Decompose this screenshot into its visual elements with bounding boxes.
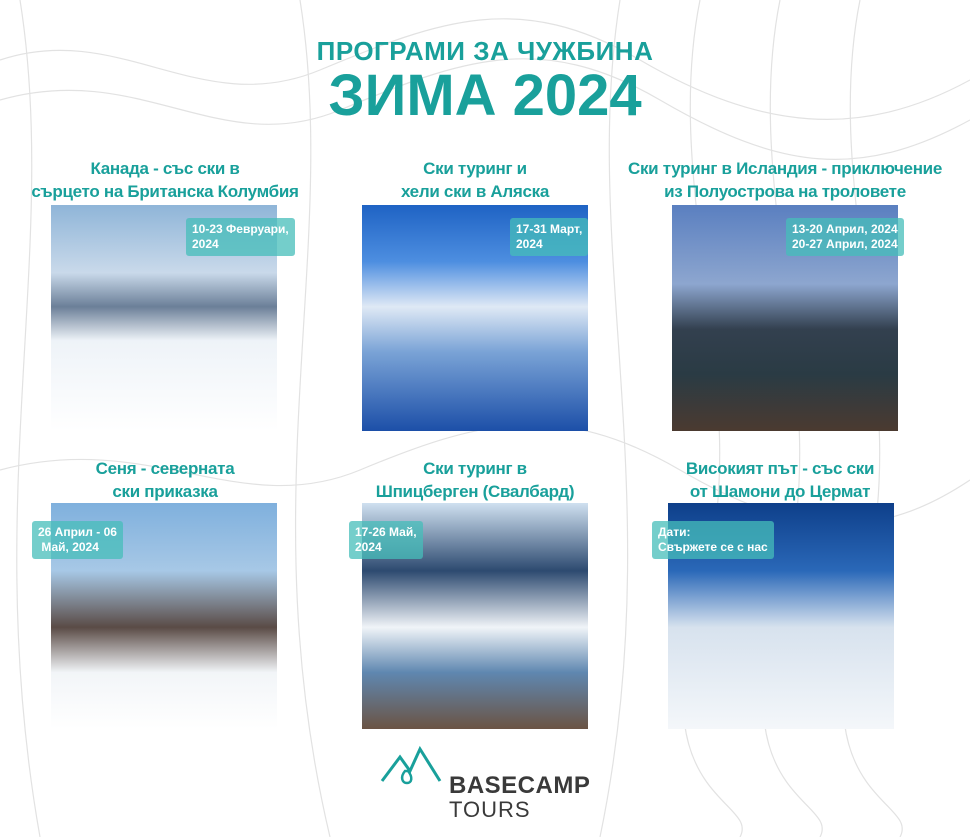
date-badge: 10-23 Февруари, 2024 [186, 218, 295, 256]
brand-name: BASECAMP [449, 772, 591, 799]
program-title-line2: сърцето на Британска Колумбия [31, 182, 299, 201]
date-badge: 17-31 Март, 2024 [510, 218, 588, 256]
date-badge: 26 Април - 06 Май, 2024 [32, 521, 123, 559]
brand-sub: TOURS [449, 797, 531, 822]
date-badge: Дати: Свържете се с нас [652, 521, 774, 559]
program-title[interactable] [595, 157, 970, 203]
program-title-line1: Канада - със ски в [90, 159, 240, 178]
program-title-line1: Ски туринг в Исландия - приключение [628, 159, 942, 178]
program-title-line2: ски приказка [112, 482, 218, 501]
program-title-line1: Ски туринг и [423, 159, 527, 178]
program-title-line2: от Шамони до Цермат [689, 482, 871, 501]
program-title-line2: Шпицберген (Свалбард) [375, 482, 575, 501]
program-title-line2: из Полуострова на троловете [664, 182, 906, 201]
program-title-line1: Сеня - северната [95, 459, 235, 478]
program-title[interactable] [590, 457, 970, 503]
date-badge: 13-20 Април, 2024 20-27 Април, 2024 [786, 218, 904, 256]
page-subtitle: ПРОГРАМИ ЗА ЧУЖБИНА [316, 36, 654, 66]
program-title-line1: Високият път - със ски [685, 459, 875, 478]
date-badge: 17-26 Май, 2024 [349, 521, 423, 559]
page-title: ЗИМА 2024 [328, 63, 642, 128]
program-title-line2: хели ски в Аляска [400, 182, 550, 201]
mountain-logo-icon [380, 745, 442, 785]
program-title-line1: Ски туринг в [423, 459, 527, 478]
